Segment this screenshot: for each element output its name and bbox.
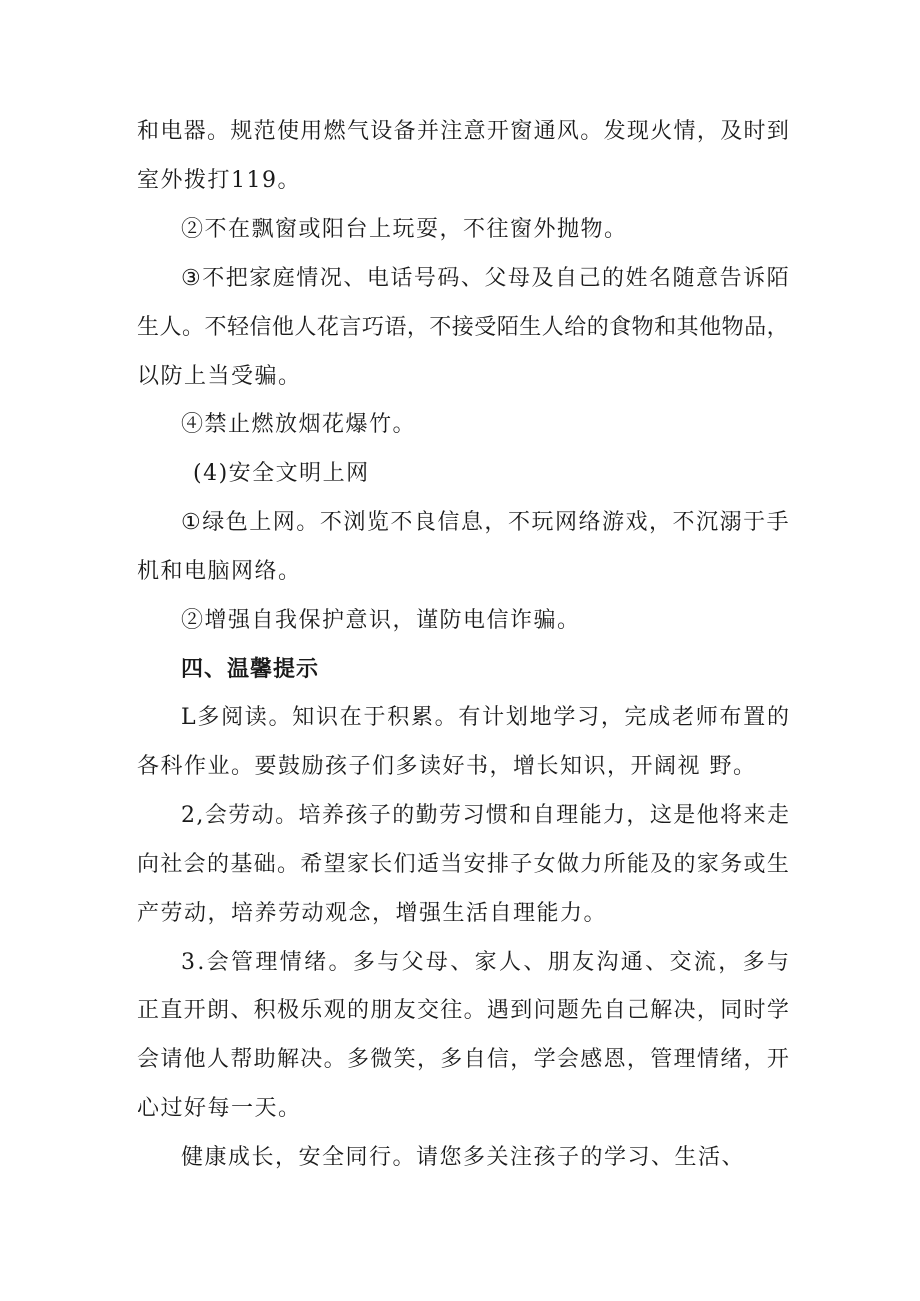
paragraph-line: 机和电脑网络。 xyxy=(137,559,302,584)
paragraph-line: 室外拨打119。 xyxy=(137,168,301,193)
paragraph-line: 各科作业。要鼓励孩子们多读好书，增长知识，开阔视 野。 xyxy=(137,754,757,779)
paragraph-line: 3 . 会 管 理 情 绪 。 多 与 父 母 、 家 人 、 朋 友 沟 通 、 交 流 ， 多 与 xyxy=(181,950,789,975)
paragraph-line: 以防上当受骗。 xyxy=(137,364,302,389)
section-heading: 四、温馨提示 xyxy=(181,657,320,682)
list-item: ③ 不 把 家 庭 情 况 、 电 话 号 码 、 父 母 及 自 己 的 姓 名 随 意 告 诉 陌 xyxy=(181,266,789,291)
paragraph-line: 健康成长，安全同行。请您多关注孩子的学习、生活、 xyxy=(181,1145,746,1170)
paragraph-line: 心过好每一天。 xyxy=(137,1096,302,1121)
paragraph-line: 产劳动，培养劳动观念，增强生活自理能力。 xyxy=(137,901,608,926)
list-item: ②增强自我保护意识，谨防电信诈骗。 xyxy=(181,608,581,633)
paragraph-line: 和 电 器 。 规 范 使 用 燃 气 设 备 并 注 意 开 窗 通 风 。 发 现 火 情 ， 及 时 到 xyxy=(137,119,789,144)
list-item: ②不在飘窗或阳台上玩耍，不往窗外抛物。 xyxy=(181,217,628,242)
paragraph-line: L 多 阅 读 。 知 识 在 于 积 累 。 有 计 划 地 学 习 ， 完 成 老 师 布 置 的 xyxy=(181,705,789,730)
paragraph-line: 向 社 会 的 基 础 。 希 望 家 长 们 适 当 安 排 子 女 做 力 所 能 及 的 家 务 或 生 xyxy=(137,852,789,877)
section-subheading: (4)安全文明上网 xyxy=(193,461,370,486)
list-item: ④禁止燃放烟花爆竹。 xyxy=(181,412,417,437)
paragraph-line: 会 请 他 人 帮 助 解 决 。 多 微 笑 ， 多 自 信 ， 学 会 感 恩 ， 管 理 情 绪 ， 开 xyxy=(137,1047,789,1072)
paragraph-line: 正 直 开 朗 、 积 极 乐 观 的 朋 友 交 往 。 遇 到 问 题 先 自 己 解 决 ， 同 时 学 xyxy=(137,998,789,1023)
paragraph-line: 生 人 。 不 轻 信 他 人 花 言 巧 语 ， 不 接 受 陌 生 人 给 的 食 物 和 其 他 物 品 ， xyxy=(137,315,789,340)
list-item: ① 绿 色 上 网 。 不 浏 览 不 良 信 息 ， 不 玩 网 络 游 戏 ， 不 沉 溺 于 手 xyxy=(181,510,789,535)
paragraph-line: 2 , 会 劳 动 。 培 养 孩 子 的 勤 劳 习 惯 和 自 理 能 力 ， 这 是 他 将 来 走 xyxy=(181,803,789,828)
